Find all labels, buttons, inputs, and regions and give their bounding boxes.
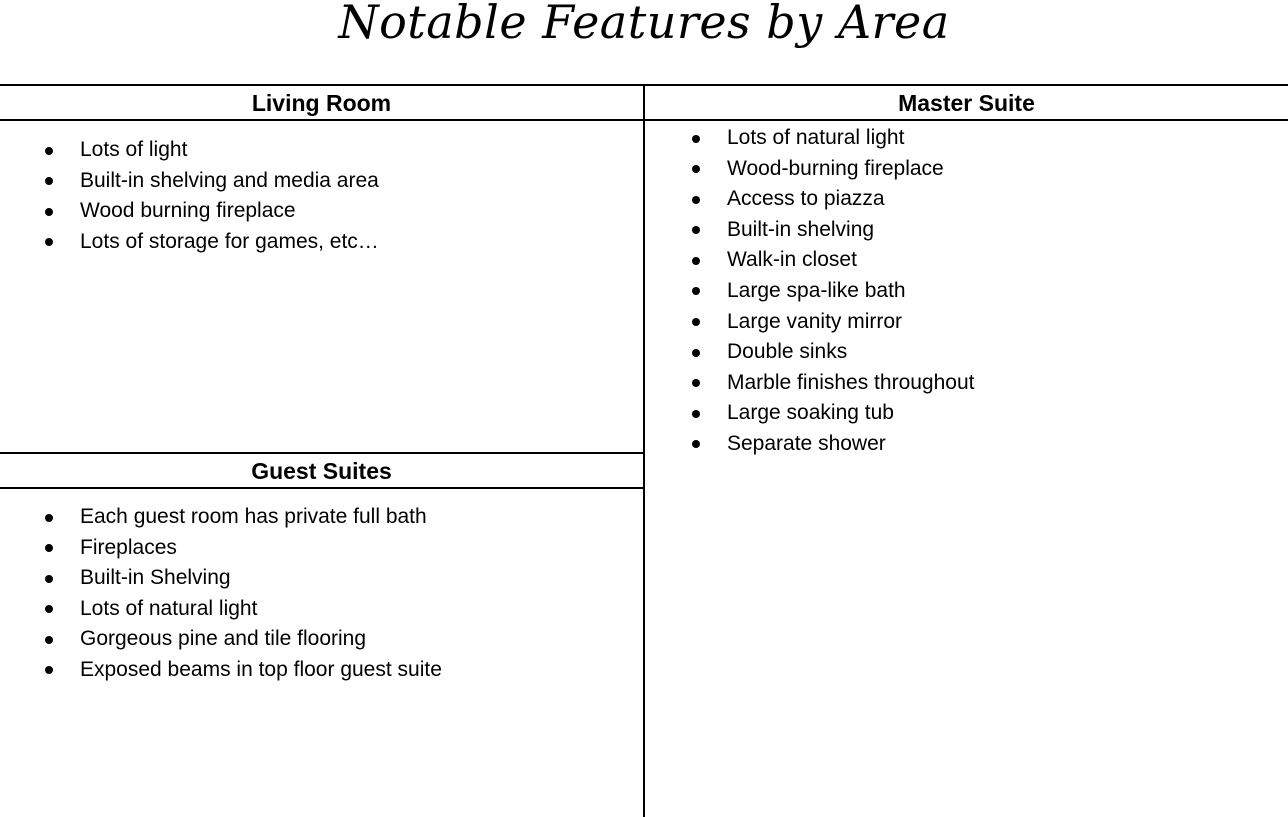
- bullet-icon: [692, 165, 700, 173]
- list-item-text: Lots of storage for games, etc…: [80, 229, 379, 253]
- bullet-icon: [692, 349, 700, 357]
- bullet-icon: [45, 208, 53, 216]
- master-suite-heading: Master Suite: [898, 90, 1035, 116]
- guest-suites-top-rule: [0, 452, 645, 454]
- bullet-icon: [692, 196, 700, 204]
- list-item-text: Lots of natural light: [727, 126, 905, 149]
- bullet-icon: [692, 440, 700, 448]
- list-item-text: Lots of light: [80, 138, 188, 161]
- list-item-text: Access to piazza: [727, 187, 885, 211]
- list-item-text: Gorgeous pine and tile flooring: [80, 627, 367, 651]
- guest-suites-heading: Guest Suites: [251, 458, 392, 484]
- bullet-icon: [45, 666, 53, 674]
- living-room-heading: Living Room: [251, 90, 392, 116]
- list-item-text: Double sinks: [727, 340, 848, 364]
- list-item-text: Wood burning fireplace: [80, 199, 296, 223]
- bullet-icon: [45, 238, 53, 246]
- bullet-icon: [45, 514, 53, 522]
- list-item-text: Built-in Shelving: [80, 566, 231, 590]
- list-item-text: Large soaking tub: [727, 401, 894, 425]
- list-item-text: Walk-in closet: [727, 248, 857, 272]
- list-item-text: Large vanity mirror: [727, 309, 903, 333]
- list-item-text: Built-in shelving and media area: [80, 168, 379, 192]
- list-item-text: Large spa-like bath: [727, 278, 906, 302]
- living-room-heading-rule: [0, 119, 645, 121]
- bullet-icon: [45, 147, 53, 155]
- bullet-icon: [45, 575, 53, 583]
- list-item-text: Exposed beams in top floor guest suite: [80, 657, 442, 681]
- list-item-text: Lots of natural light: [80, 596, 258, 620]
- bullet-icon: [692, 318, 700, 326]
- bullet-icon: [692, 410, 700, 418]
- bullet-icon: [692, 287, 700, 295]
- bullet-icon: [45, 605, 53, 613]
- bullet-icon: [692, 379, 700, 387]
- bullet-icon: [45, 177, 53, 185]
- guest-suites-heading-rule: [0, 487, 645, 489]
- list-item-text: Fireplaces: [80, 535, 177, 559]
- list-item-text: Separate shower: [727, 431, 886, 455]
- list-item-text: Wood-burning fireplace: [727, 156, 944, 180]
- bullet-icon: [692, 135, 700, 143]
- master-suite-heading-rule: [643, 119, 1288, 121]
- bullet-icon: [45, 544, 53, 552]
- list-item-text: Built-in shelving: [727, 217, 875, 241]
- column-divider: [643, 84, 645, 817]
- bullet-icon: [45, 636, 53, 644]
- list-item-text: Marble finishes throughout: [727, 370, 975, 394]
- page-title: Notable Features by Area: [338, 0, 950, 49]
- bullet-icon: [692, 226, 700, 234]
- bullet-icon: [692, 257, 700, 265]
- list-item-text: Each guest room has private full bath: [80, 505, 427, 528]
